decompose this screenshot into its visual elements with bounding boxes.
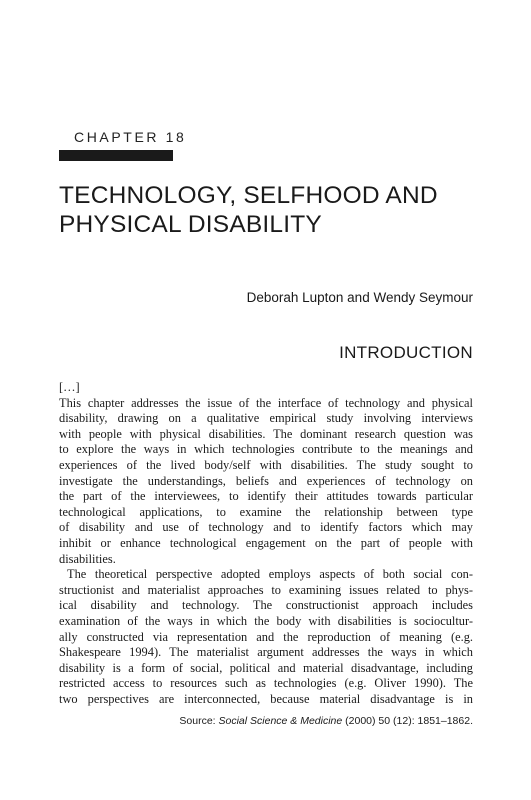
chapter-rule: [59, 150, 173, 161]
source-citation: (2000) 50 (12): 1851–1862.: [342, 715, 473, 727]
body-line: of disability and use of technology and to identify factors which may: [59, 520, 473, 535]
body-line: examination of the ways in which the body with disabilities is sociocultur-: [59, 613, 473, 628]
chapter-title-line: TECHNOLOGY, SELFHOOD AND: [59, 182, 438, 209]
chapter-authors: Deborah Lupton and Wendy Seymour: [246, 290, 473, 305]
body-line: restricted access to resources such as technologies (e.g. Oliver 1990). The: [59, 676, 473, 691]
body-line: with people with physical disabilities. The dominant research question was: [59, 426, 473, 441]
body-line: Shakespeare 1994). The materialist argument addresses the ways in which: [59, 645, 473, 660]
body-line: inhibit or enhance technological engagement on the part of people with: [59, 535, 473, 550]
body-line: disabilities.: [59, 551, 116, 566]
body-text: [59, 380, 473, 707]
body-line: technological applications, to examine the relationship between type: [59, 504, 473, 519]
source-journal: Social Science & Medicine: [218, 715, 343, 727]
source-prefix: Source:: [179, 715, 219, 727]
body-line: disability, drawing on a qualitative empirical study involving interviews: [59, 411, 473, 426]
chapter-label: CHAPTER 18: [74, 129, 187, 145]
body-line: disability is a form of social, political and material disadvantage, including: [59, 660, 473, 675]
source-note: [179, 715, 473, 727]
body-line: […]: [59, 380, 80, 394]
chapter-title-line: PHYSICAL DISABILITY: [59, 211, 322, 238]
body-line: investigate the understandings, beliefs and experiences of technology on: [59, 473, 473, 488]
body-line: the part of the interviewees, to identify their attitudes towards particular: [59, 489, 473, 504]
body-line: to explore the ways in which technologies contribute to the meanings and: [59, 442, 473, 457]
body-line: structionist and materialist approaches to examining issues related to phys-: [59, 582, 473, 597]
body-line: ical disability and technology. The constructionist approach includes: [59, 598, 473, 613]
body-line: This chapter addresses the issue of the interface of technology and physical: [59, 395, 473, 410]
body-line: two perspectives are interconnected, because material disadvantage is in: [59, 691, 473, 706]
chapter-title: [59, 181, 479, 239]
body-line: The theoretical perspective adopted employs aspects of both social con-: [67, 567, 473, 582]
section-heading: INTRODUCTION: [339, 343, 473, 362]
body-line: experiences of the lived body/self with disabilities. The study sought to: [59, 457, 473, 472]
body-line: ally constructed via representation and the reproduction of meaning (e.g.: [59, 629, 473, 644]
